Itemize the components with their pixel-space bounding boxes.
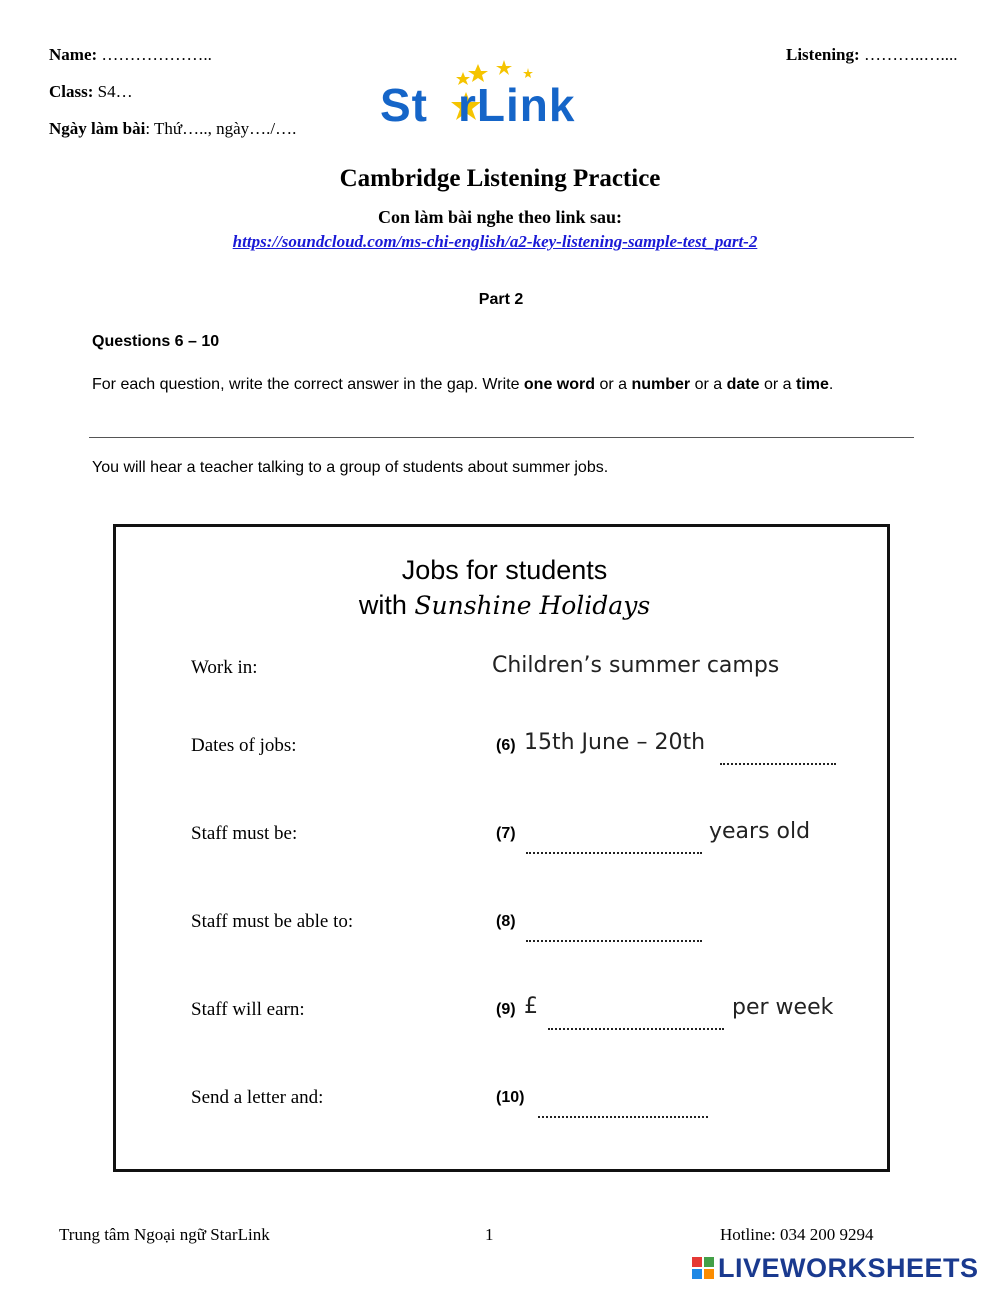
question-number-10: (10): [496, 1089, 525, 1106]
answer-6-input[interactable]: [720, 752, 836, 770]
name-label: Name:: [49, 45, 98, 64]
class-value: S4…: [97, 82, 133, 101]
instr-bold-3: date: [726, 376, 760, 393]
context-text: You will hear a teacher talking to a group of students about summer jobs.: [92, 459, 609, 476]
answer-8-input[interactable]: [526, 929, 702, 947]
row-label-earn: Staff will earn:: [191, 999, 305, 1020]
question-number-8: (8): [496, 913, 516, 930]
question-number-6: (6): [496, 737, 516, 754]
question-number-9: (9): [496, 1001, 516, 1018]
instr-bold-4: time: [796, 376, 829, 393]
logo-text: [380, 80, 575, 130]
instructions: [92, 374, 912, 395]
questions-heading: Questions 6 – 10: [92, 333, 220, 350]
row-label-able: Staff must be able to:: [191, 911, 354, 932]
page-title: Cambridge Listening Practice: [339, 165, 661, 192]
notes-box: [113, 524, 890, 1172]
question-number-7: (7): [496, 825, 516, 842]
date-line: [49, 119, 296, 139]
instr-text-4: or a: [759, 376, 796, 393]
name-line: [49, 45, 212, 65]
logo-text-end: rLink: [458, 79, 576, 131]
answer-10-input[interactable]: [538, 1105, 708, 1123]
class-label: Class:: [49, 82, 94, 101]
box-title-italic: Sunshine Holidays: [414, 591, 651, 620]
instr-text-1: For each question, write the correct answer in the gap. Write: [92, 376, 524, 393]
listening-label: Listening:: [786, 45, 860, 64]
box-title: [116, 553, 893, 623]
name-value: ………………..: [101, 45, 212, 64]
divider: [89, 437, 914, 438]
date-label: Ngày làm bài: [49, 119, 146, 138]
answer-6-prefix: 15th June – 20th: [524, 730, 706, 755]
soundcloud-link[interactable]: https://soundcloud.com/ms-chi-english/a2-key-listening-sample-test_part-2: [232, 232, 758, 251]
instr-bold-1: one word: [523, 376, 596, 393]
part-heading: Part 2: [478, 291, 524, 308]
instr-bold-2: number: [631, 376, 691, 393]
answer-work-in: Children’s summer camps: [492, 653, 780, 678]
liveworksheets-logo-icon: [692, 1257, 714, 1279]
row-label-dates: Dates of jobs:: [191, 735, 297, 756]
listening-value: ………..…....: [863, 45, 958, 64]
answer-9-input[interactable]: [548, 1017, 724, 1035]
instr-text-2: or a: [595, 376, 632, 393]
instr-text-5: .: [828, 376, 834, 393]
answer-7-suffix: years old: [709, 819, 811, 844]
starlink-logo: [380, 58, 620, 134]
liveworksheets-text: LIVEWORKSHEETS: [718, 1253, 979, 1283]
date-value: : Thứ….., ngày…./….: [145, 119, 297, 138]
answer-7-input[interactable]: [526, 841, 702, 859]
row-label-age: Staff must be:: [191, 823, 298, 844]
footer-center-name: Trung tâm Ngoại ngữ StarLink: [59, 1225, 270, 1244]
answer-9-suffix: per week: [732, 995, 834, 1020]
listening-line: [786, 45, 957, 65]
page-subtitle: Con làm bài nghe theo link sau:: [377, 207, 623, 227]
answer-9-prefix: £: [524, 994, 538, 1019]
instr-text-3: or a: [690, 376, 727, 393]
row-label-work: Work in:: [191, 657, 258, 678]
box-title-prefix: with: [358, 590, 415, 620]
footer-hotline: Hotline: 034 200 9294: [720, 1225, 874, 1244]
footer-page-number: 1: [485, 1225, 494, 1244]
box-title-line2: [116, 588, 893, 623]
logo-text-start: St: [380, 79, 428, 131]
row-label-send: Send a letter and:: [191, 1087, 324, 1108]
box-title-line1: Jobs for students: [401, 555, 608, 585]
class-line: [49, 82, 133, 102]
